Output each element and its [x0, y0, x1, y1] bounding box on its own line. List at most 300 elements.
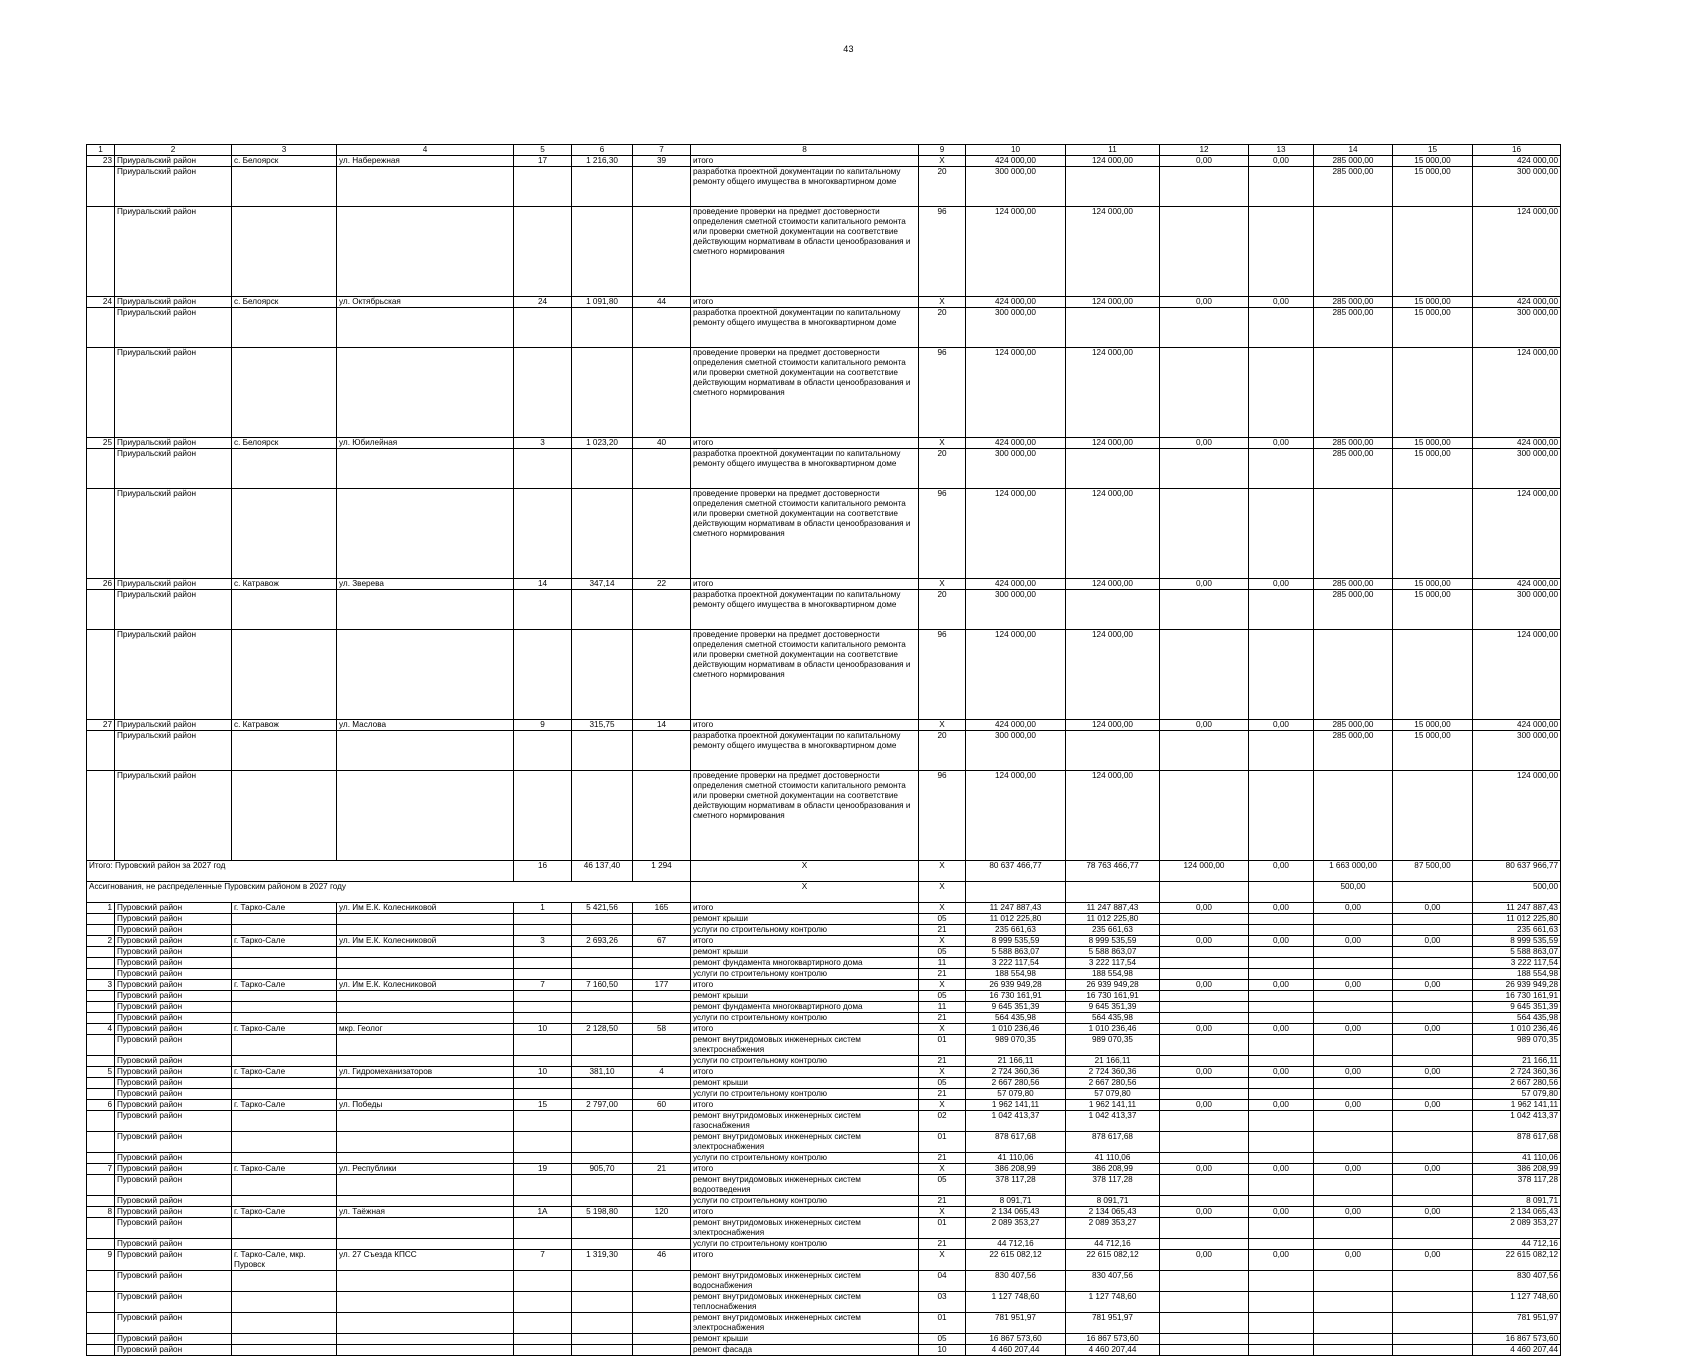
fund-cell: 124 000,00 [1066, 720, 1160, 731]
district-cell: Пуровский район [115, 1056, 232, 1067]
budget-cell [1160, 1153, 1249, 1164]
district-cell: Пуровский район [115, 1271, 232, 1292]
fund-cell: 124 000,00 [1066, 489, 1160, 579]
fund-cell: 8 091,71 [1066, 1196, 1160, 1207]
grand-total-cell: 21 166,11 [1473, 1056, 1561, 1067]
area-cell: 1 023,20 [572, 438, 633, 449]
house-number-cell [514, 1345, 572, 1356]
unallocated-row [87, 882, 1561, 903]
work-type-cell: услуги по строительному контролю [691, 1056, 919, 1067]
budget-cell [1160, 947, 1249, 958]
residents-cell [633, 1292, 691, 1313]
work-type-cell: X [691, 861, 919, 882]
area-cell: 905,70 [572, 1164, 633, 1175]
owners-cell [1393, 1078, 1473, 1089]
settlement-cell [232, 947, 337, 958]
district-cell: Пуровский район [115, 1345, 232, 1356]
district-cell: Приуральский район [115, 308, 232, 348]
fund-cell: 1 042 413,37 [1066, 1111, 1160, 1132]
budget-cell: 0,00 [1314, 903, 1393, 914]
work-type-cell: услуги по строительному контролю [691, 1239, 919, 1250]
district-cell: Приуральский район [115, 156, 232, 167]
residents-cell [633, 958, 691, 969]
area-cell [572, 1153, 633, 1164]
settlement-cell: г. Тарко-Сале [232, 1024, 337, 1035]
fund-cell: 9 645 351,39 [1066, 1002, 1160, 1013]
area-cell: 7 160,50 [572, 980, 633, 991]
total-cost-cell: 830 407,56 [966, 1271, 1066, 1292]
budget-cell [1160, 1002, 1249, 1013]
total-residents-cell: 1 294 [633, 861, 691, 882]
grand-total-cell: 44 712,16 [1473, 1239, 1561, 1250]
work-type-cell: услуги по строительному контролю [691, 1196, 919, 1207]
table-row [87, 1218, 1561, 1239]
street-cell [337, 1239, 514, 1250]
budget-cell [1160, 1292, 1249, 1313]
street-cell [337, 771, 514, 861]
row-number [87, 1313, 115, 1334]
district-cell: Пуровский район [115, 903, 232, 914]
budget-cell: 0,00 [1160, 1250, 1249, 1271]
grand-total-cell: 11 247 887,43 [1473, 903, 1561, 914]
fund-cell: 1 010 236,46 [1066, 1024, 1160, 1035]
budget-cell [1160, 167, 1249, 207]
row-number [87, 1056, 115, 1067]
fund-cell: 1 962 141,11 [1066, 1100, 1160, 1111]
work-type-cell: проведение проверки на предмет достоверности определения сметной стоимости капитального ремонта или проверки сметной документации на соответствие действующим нормативам в области ценообразования и сметного нормирования [691, 771, 919, 861]
budget-cell [1249, 1218, 1314, 1239]
grand-total-cell: 781 951,97 [1473, 1313, 1561, 1334]
budget-cell [1160, 1111, 1249, 1132]
work-type-cell: итого [691, 1164, 919, 1175]
fund-cell: 124 000,00 [1066, 438, 1160, 449]
work-type-cell: проведение проверки на предмет достоверности определения сметной стоимости капитального ремонта или проверки сметной документации на соответствие действующим нормативам в области ценообразования и сметного нормирования [691, 207, 919, 297]
district-cell: Приуральский район [115, 579, 232, 590]
street-cell [337, 1111, 514, 1132]
budget-cell: 0,00 [1249, 1024, 1314, 1035]
budget-cell [1314, 1056, 1393, 1067]
row-number [87, 1089, 115, 1100]
budget-cell: 0,00 [1160, 980, 1249, 991]
work-type-cell: ремонт внутридомовых инженерных систем газоснабжения [691, 1111, 919, 1132]
district-cell: Пуровский район [115, 1153, 232, 1164]
budget-cell [1160, 449, 1249, 489]
column-number-header: 14 [1314, 145, 1393, 156]
owners-cell [1393, 1239, 1473, 1250]
work-code-cell: 01 [919, 1035, 966, 1056]
residents-cell: 4 [633, 1067, 691, 1078]
budget-cell [1160, 1132, 1249, 1153]
settlement-cell: г. Тарко-Сале [232, 1207, 337, 1218]
work-type-cell: разработка проектной документации по капитальному ремонту общего имущества в многоквартирном доме [691, 167, 919, 207]
house-number-cell [514, 1056, 572, 1067]
work-code-cell: X [919, 1024, 966, 1035]
grand-total-cell: 878 617,68 [1473, 1132, 1561, 1153]
area-cell [572, 1175, 633, 1196]
area-cell [572, 925, 633, 936]
grand-total-cell: 22 615 082,12 [1473, 1250, 1561, 1271]
budget-cell [1160, 1078, 1249, 1089]
work-type-cell: итого [691, 903, 919, 914]
budget-cell [1314, 958, 1393, 969]
residents-cell [633, 449, 691, 489]
fund-cell: 16 867 573,60 [1066, 1334, 1160, 1345]
district-cell: Пуровский район [115, 936, 232, 947]
budget-cell: 0,00 [1160, 1164, 1249, 1175]
owners-cell [1393, 1175, 1473, 1196]
residents-cell [633, 925, 691, 936]
total-cost-cell: 124 000,00 [966, 771, 1066, 861]
budget-cell [1249, 1334, 1314, 1345]
fund-cell: 2 724 360,36 [1066, 1067, 1160, 1078]
total-cost-cell: 2 724 360,36 [966, 1067, 1066, 1078]
settlement-cell [232, 489, 337, 579]
grand-total-cell: 26 939 949,28 [1473, 980, 1561, 991]
district-cell: Приуральский район [115, 297, 232, 308]
row-number [87, 1013, 115, 1024]
house-number-cell: 7 [514, 1250, 572, 1271]
work-code-cell: 20 [919, 731, 966, 771]
budget-cell: 285 000,00 [1314, 438, 1393, 449]
owners-cell [1393, 958, 1473, 969]
residents-cell [633, 1002, 691, 1013]
total-cost-cell: 424 000,00 [966, 438, 1066, 449]
grand-total-cell: 1 127 748,60 [1473, 1292, 1561, 1313]
area-cell [572, 1056, 633, 1067]
work-type-cell: ремонт внутридомовых инженерных систем электроснабжения [691, 1218, 919, 1239]
budget-cell [1314, 1078, 1393, 1089]
grand-total-cell: 5 588 863,07 [1473, 947, 1561, 958]
grand-total-cell: 500,00 [1473, 882, 1561, 903]
fund-cell: 1 127 748,60 [1066, 1292, 1160, 1313]
grand-total-cell: 8 999 535,59 [1473, 936, 1561, 947]
total-cost-cell: 1 962 141,11 [966, 1100, 1066, 1111]
budget-cell [1160, 1239, 1249, 1250]
work-type-cell: ремонт фундамента многоквартирного дома [691, 1002, 919, 1013]
grand-total-cell: 124 000,00 [1473, 630, 1561, 720]
budget-cell [1160, 731, 1249, 771]
work-code-cell: 03 [919, 1292, 966, 1313]
row-number [87, 1153, 115, 1164]
total-cost-cell: 2 134 065,43 [966, 1207, 1066, 1218]
area-cell [572, 1271, 633, 1292]
street-cell [337, 1013, 514, 1024]
district-cell: Пуровский район [115, 1024, 232, 1035]
capital-repair-register-table [86, 144, 1561, 1356]
total-cost-cell: 124 000,00 [966, 630, 1066, 720]
total-cost-cell: 878 617,68 [966, 1132, 1066, 1153]
total-cost-cell: 1 127 748,60 [966, 1292, 1066, 1313]
row-number [87, 1132, 115, 1153]
row-number [87, 590, 115, 630]
work-code-cell: X [919, 1207, 966, 1218]
row-number [87, 1196, 115, 1207]
row-number: 3 [87, 980, 115, 991]
table-row [87, 903, 1561, 914]
work-code-cell: 05 [919, 914, 966, 925]
budget-cell [1160, 1345, 1249, 1356]
budget-cell: 285 000,00 [1314, 731, 1393, 771]
street-cell: ул. Им Е.К. Колесниковой [337, 980, 514, 991]
work-type-cell: услуги по строительному контролю [691, 1013, 919, 1024]
area-cell [572, 1239, 633, 1250]
budget-cell [1160, 1218, 1249, 1239]
owners-cell [1393, 771, 1473, 861]
table-row [87, 731, 1561, 771]
work-code-cell: 05 [919, 947, 966, 958]
budget-cell [1314, 1239, 1393, 1250]
work-type-cell: итого [691, 156, 919, 167]
grand-total-cell: 2 089 353,27 [1473, 1218, 1561, 1239]
settlement-cell [232, 1056, 337, 1067]
table-row [87, 1334, 1561, 1345]
row-number [87, 1345, 115, 1356]
settlement-cell [232, 1175, 337, 1196]
row-number [87, 914, 115, 925]
work-code-cell: 21 [919, 969, 966, 980]
residents-cell [633, 947, 691, 958]
street-cell [337, 308, 514, 348]
fund-cell: 78 763 466,77 [1066, 861, 1160, 882]
grand-total-cell: 1 042 413,37 [1473, 1111, 1561, 1132]
budget-cell: 285 000,00 [1314, 720, 1393, 731]
table-row [87, 308, 1561, 348]
grand-total-cell: 124 000,00 [1473, 489, 1561, 579]
owners-cell: 15 000,00 [1393, 156, 1473, 167]
area-cell [572, 991, 633, 1002]
fund-cell: 4 460 207,44 [1066, 1345, 1160, 1356]
work-code-cell: 21 [919, 1239, 966, 1250]
grand-total-cell: 124 000,00 [1473, 207, 1561, 297]
settlement-cell [232, 1035, 337, 1056]
row-number [87, 1334, 115, 1345]
budget-cell [1160, 1313, 1249, 1334]
fund-cell: 564 435,98 [1066, 1013, 1160, 1024]
work-type-cell: X [691, 882, 919, 903]
row-number: 24 [87, 297, 115, 308]
settlement-cell [232, 1089, 337, 1100]
fund-cell: 2 667 280,56 [1066, 1078, 1160, 1089]
work-code-cell: X [919, 1164, 966, 1175]
budget-cell: 124 000,00 [1160, 861, 1249, 882]
budget-cell [1249, 1056, 1314, 1067]
street-cell: ул. Таёжная [337, 1207, 514, 1218]
residents-cell [633, 1218, 691, 1239]
budget-cell [1160, 969, 1249, 980]
total-cost-cell: 124 000,00 [966, 489, 1066, 579]
residents-cell [633, 1239, 691, 1250]
work-code-cell: 01 [919, 1132, 966, 1153]
work-code-cell: 21 [919, 925, 966, 936]
fund-cell [1066, 449, 1160, 489]
settlement-cell: г. Тарко-Сале [232, 980, 337, 991]
grand-total-cell: 124 000,00 [1473, 771, 1561, 861]
budget-cell [1314, 925, 1393, 936]
budget-cell: 0,00 [1160, 936, 1249, 947]
budget-cell: 0,00 [1249, 1067, 1314, 1078]
owners-cell [1393, 1089, 1473, 1100]
owners-cell: 0,00 [1393, 1100, 1473, 1111]
owners-cell [1393, 969, 1473, 980]
grand-total-cell: 989 070,35 [1473, 1035, 1561, 1056]
house-number-cell [514, 489, 572, 579]
row-number: 2 [87, 936, 115, 947]
house-number-cell: 7 [514, 980, 572, 991]
house-number-cell: 9 [514, 720, 572, 731]
house-number-cell [514, 348, 572, 438]
area-cell [572, 958, 633, 969]
work-type-cell: ремонт внутридомовых инженерных систем электроснабжения [691, 1035, 919, 1056]
row-number: 25 [87, 438, 115, 449]
area-cell [572, 1002, 633, 1013]
district-cell: Пуровский район [115, 925, 232, 936]
table-row [87, 590, 1561, 630]
total-cost-cell: 300 000,00 [966, 308, 1066, 348]
area-cell [572, 731, 633, 771]
owners-cell: 0,00 [1393, 903, 1473, 914]
row-number [87, 449, 115, 489]
row-number [87, 207, 115, 297]
fund-cell [1066, 308, 1160, 348]
residents-cell: 58 [633, 1024, 691, 1035]
budget-cell [1249, 1345, 1314, 1356]
house-number-cell [514, 771, 572, 861]
area-cell [572, 1035, 633, 1056]
total-cost-cell: 1 010 236,46 [966, 1024, 1066, 1035]
house-number-cell [514, 1111, 572, 1132]
budget-cell [1249, 1132, 1314, 1153]
street-cell: ул. Им Е.К. Колесниковой [337, 936, 514, 947]
grand-total-cell: 11 012 225,80 [1473, 914, 1561, 925]
budget-cell: 285 000,00 [1314, 449, 1393, 489]
row-number [87, 167, 115, 207]
district-cell: Пуровский район [115, 1067, 232, 1078]
settlement-cell [232, 1218, 337, 1239]
district-cell: Пуровский район [115, 1175, 232, 1196]
owners-cell [1393, 348, 1473, 438]
total-cost-cell: 80 637 466,77 [966, 861, 1066, 882]
settlement-cell: с. Катравож [232, 579, 337, 590]
work-type-cell: ремонт внутридомовых инженерных систем водоотведения [691, 1175, 919, 1196]
work-code-cell: 96 [919, 207, 966, 297]
budget-cell [1249, 348, 1314, 438]
grand-total-cell: 300 000,00 [1473, 731, 1561, 771]
house-number-cell: 1А [514, 1207, 572, 1218]
budget-cell [1249, 771, 1314, 861]
grand-total-cell: 8 091,71 [1473, 1196, 1561, 1207]
budget-cell [1314, 1218, 1393, 1239]
grand-total-cell: 2 667 280,56 [1473, 1078, 1561, 1089]
work-type-cell: итого [691, 438, 919, 449]
settlement-cell [232, 630, 337, 720]
street-cell: ул. Им Е.К. Колесниковой [337, 903, 514, 914]
street-cell: ул. Набережная [337, 156, 514, 167]
total-cost-cell: 4 460 207,44 [966, 1345, 1066, 1356]
budget-cell [1249, 1111, 1314, 1132]
area-cell: 1 319,30 [572, 1250, 633, 1271]
street-cell [337, 914, 514, 925]
work-type-cell: разработка проектной документации по капитальному ремонту общего имущества в многоквартирном доме [691, 308, 919, 348]
table-row [87, 1035, 1561, 1056]
row-number [87, 991, 115, 1002]
table-row [87, 449, 1561, 489]
owners-cell [1393, 1218, 1473, 1239]
work-type-cell: проведение проверки на предмет достоверности определения сметной стоимости капитального ремонта или проверки сметной документации на соответствие действующим нормативам в области ценообразования и сметного нормирования [691, 489, 919, 579]
area-cell [572, 1132, 633, 1153]
work-code-cell: X [919, 980, 966, 991]
street-cell [337, 969, 514, 980]
total-cost-cell: 386 208,99 [966, 1164, 1066, 1175]
budget-cell [1160, 1175, 1249, 1196]
budget-cell [1314, 1292, 1393, 1313]
row-number [87, 489, 115, 579]
budget-cell [1249, 167, 1314, 207]
residents-cell: 44 [633, 297, 691, 308]
row-number: 4 [87, 1024, 115, 1035]
budget-cell [1314, 947, 1393, 958]
work-type-cell: услуги по строительному контролю [691, 925, 919, 936]
work-code-cell: 20 [919, 308, 966, 348]
budget-cell [1249, 925, 1314, 936]
settlement-cell [232, 991, 337, 1002]
settlement-cell [232, 771, 337, 861]
table-row [87, 947, 1561, 958]
fund-cell: 22 615 082,12 [1066, 1250, 1160, 1271]
budget-cell [1160, 630, 1249, 720]
table-row [87, 1196, 1561, 1207]
area-cell: 5 421,56 [572, 903, 633, 914]
work-code-cell: 05 [919, 1334, 966, 1345]
column-number-header: 11 [1066, 145, 1160, 156]
work-type-cell: ремонт внутридомовых инженерных систем электроснабжения [691, 1313, 919, 1334]
total-cost-cell: 57 079,80 [966, 1089, 1066, 1100]
owners-cell: 0,00 [1393, 980, 1473, 991]
house-number-cell [514, 1292, 572, 1313]
house-number-cell [514, 207, 572, 297]
area-cell [572, 630, 633, 720]
budget-cell [1249, 1035, 1314, 1056]
budget-cell [1160, 914, 1249, 925]
total-cost-cell [966, 882, 1066, 903]
area-cell [572, 1078, 633, 1089]
grand-total-cell: 830 407,56 [1473, 1271, 1561, 1292]
fund-cell: 41 110,06 [1066, 1153, 1160, 1164]
row-number: 26 [87, 579, 115, 590]
owners-cell: 15 000,00 [1393, 438, 1473, 449]
column-number-header: 13 [1249, 145, 1314, 156]
work-type-cell: проведение проверки на предмет достоверности определения сметной стоимости капитального ремонта или проверки сметной документации на соответствие действующим нормативам в области ценообразования и сметного нормирования [691, 348, 919, 438]
budget-cell: 0,00 [1160, 903, 1249, 914]
work-code-cell: 21 [919, 1196, 966, 1207]
column-number-header: 4 [337, 145, 514, 156]
district-cell: Приуральский район [115, 731, 232, 771]
fund-cell: 8 999 535,59 [1066, 936, 1160, 947]
house-number-cell [514, 1175, 572, 1196]
budget-cell [1160, 1271, 1249, 1292]
budget-cell [1249, 630, 1314, 720]
row-number [87, 1292, 115, 1313]
street-cell [337, 1313, 514, 1334]
budget-cell [1249, 1271, 1314, 1292]
budget-cell: 0,00 [1160, 1067, 1249, 1078]
work-type-cell: разработка проектной документации по капитальному ремонту общего имущества в многоквартирном доме [691, 449, 919, 489]
grand-total-cell: 3 222 117,54 [1473, 958, 1561, 969]
row-number [87, 1175, 115, 1196]
fund-cell: 44 712,16 [1066, 1239, 1160, 1250]
budget-cell [1249, 590, 1314, 630]
work-code-cell: X [919, 882, 966, 903]
area-cell [572, 590, 633, 630]
